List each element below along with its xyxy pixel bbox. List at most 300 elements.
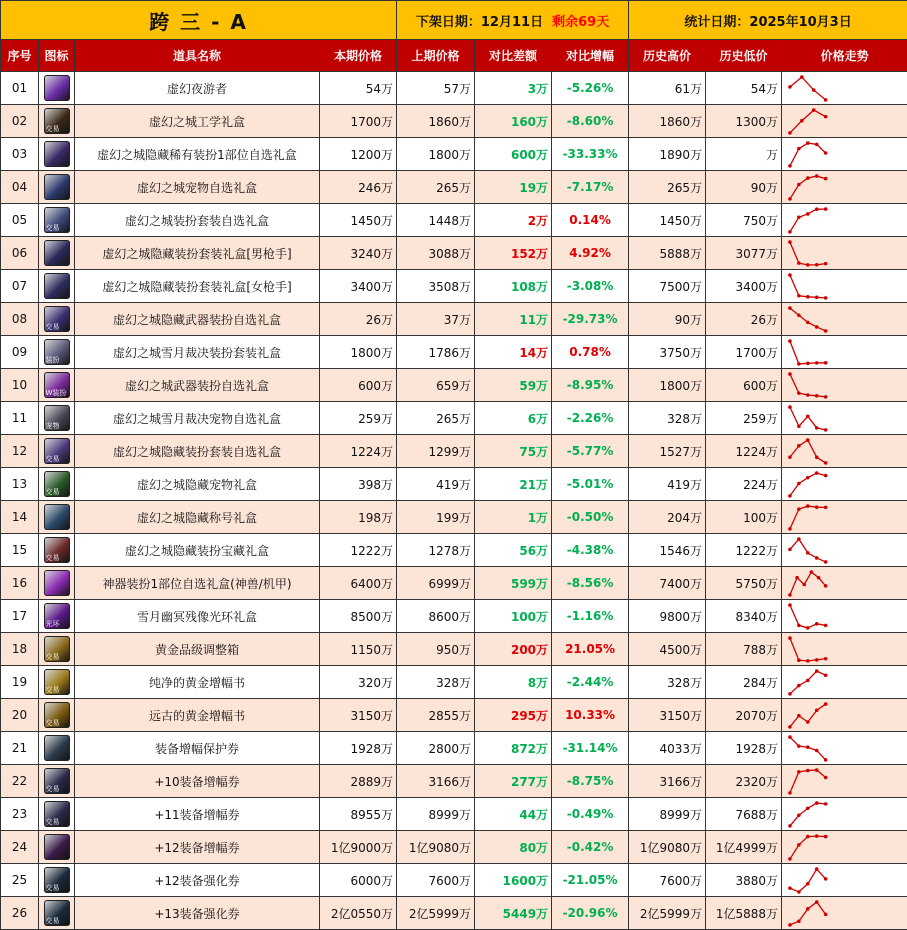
- price-trend-sparkline: [782, 865, 907, 896]
- plus10-amplify-ticket-icon: [44, 768, 70, 794]
- trend-line: [790, 671, 826, 694]
- price-trend-sparkline: [782, 106, 907, 137]
- trend-point: [806, 263, 810, 267]
- price-trend-sparkline: [782, 502, 907, 533]
- protection-ticket-icon: [44, 735, 70, 761]
- plus11-amplify-ticket-icon: [44, 801, 70, 827]
- price-change-pct: -8.60%: [552, 105, 629, 138]
- icon-cell: [39, 402, 75, 435]
- price-trend-cell: [782, 798, 907, 831]
- trend-point: [815, 748, 819, 752]
- historical-low: 1亿4999万: [706, 831, 782, 864]
- delist-date: 12月11日: [481, 15, 543, 30]
- price-change-pct: -5.77%: [552, 435, 629, 468]
- price-diff: 1600万: [475, 864, 552, 897]
- trend-point: [815, 295, 819, 299]
- trend-point: [806, 212, 810, 216]
- trend-point: [797, 683, 801, 687]
- item-name: 虚幻之城隐藏装扮宝藏礼盒: [75, 534, 320, 567]
- trend-point: [824, 114, 828, 118]
- artifact-box-icon: [44, 570, 70, 596]
- historical-low: 284万: [706, 666, 782, 699]
- price-trend-sparkline: [782, 205, 907, 236]
- row-number: 22: [1, 765, 39, 798]
- table-row: [1, 765, 907, 798]
- price-diff: 21万: [475, 468, 552, 501]
- hidden-pet-box-icon: [44, 471, 70, 497]
- historical-high: 3150万: [629, 699, 706, 732]
- price-change-pct: -5.01%: [552, 468, 629, 501]
- price-trend-cell: [782, 600, 907, 633]
- price-trend-cell: [782, 666, 907, 699]
- trend-point: [803, 582, 807, 586]
- historical-high: 419万: [629, 468, 706, 501]
- trend-point: [797, 261, 801, 265]
- price-trend-sparkline: [782, 403, 907, 434]
- trend-line: [790, 143, 826, 166]
- col-header-high: 历史高价: [629, 40, 706, 72]
- previous-price: 3508万: [397, 270, 475, 303]
- trend-point: [824, 505, 828, 509]
- previous-price: 8999万: [397, 798, 475, 831]
- price-trend-cell: [782, 534, 907, 567]
- current-price: 1928万: [320, 732, 397, 765]
- item-name: 虚幻之城宠物自选礼盒: [75, 171, 320, 204]
- table-row: [1, 435, 907, 468]
- previous-price: 37万: [397, 303, 475, 336]
- previous-price: 3166万: [397, 765, 475, 798]
- previous-price: 265万: [397, 171, 475, 204]
- price-trend-cell: [782, 567, 907, 600]
- price-trend-sparkline: [782, 535, 907, 566]
- plus12-amplify-ticket-icon: [44, 834, 70, 860]
- treasure-box-icon: [44, 537, 70, 563]
- trend-point: [815, 174, 819, 178]
- trend-point: [806, 504, 810, 508]
- trend-point: [797, 890, 801, 894]
- item-name: 虚幻之城工学礼盒: [75, 105, 320, 138]
- previous-price: 8600万: [397, 600, 475, 633]
- trend-point: [806, 295, 810, 299]
- table-row: [1, 270, 907, 303]
- price-diff: 19万: [475, 171, 552, 204]
- trend-point: [788, 372, 792, 376]
- historical-low: 750万: [706, 204, 782, 237]
- icon-tag: 宠物: [46, 422, 60, 430]
- price-trend-sparkline: [782, 73, 907, 104]
- icon-tag: 光环: [46, 620, 60, 628]
- page-title: 跨 三 - A: [1, 1, 397, 40]
- trend-point: [788, 735, 792, 739]
- icon-cell: [39, 633, 75, 666]
- historical-low: 8340万: [706, 600, 782, 633]
- historical-high: 61万: [629, 72, 706, 105]
- trend-point: [797, 744, 801, 748]
- table-row: [1, 534, 907, 567]
- icon-cell: [39, 567, 75, 600]
- col-header-pct: 对比增幅: [552, 40, 629, 72]
- table-row: [1, 699, 907, 732]
- trend-point: [824, 775, 828, 779]
- price-change-pct: 10.33%: [552, 699, 629, 732]
- trend-point: [824, 834, 828, 838]
- trend-point: [788, 857, 792, 861]
- trend-point: [797, 507, 801, 511]
- trend-point: [788, 824, 792, 828]
- trend-point: [797, 444, 801, 448]
- previous-price: 1448万: [397, 204, 475, 237]
- trend-line: [790, 308, 826, 331]
- trend-point: [806, 176, 810, 180]
- plus12-reinforce-ticket-icon: [44, 867, 70, 893]
- historical-low: 90万: [706, 171, 782, 204]
- icon-tag: 交易: [46, 917, 60, 925]
- trend-line: [790, 77, 826, 100]
- table-row: [1, 369, 907, 402]
- price-change-pct: -33.33%: [552, 138, 629, 171]
- icon-tag: 交易: [46, 554, 60, 562]
- col-header-diff: 对比差额: [475, 40, 552, 72]
- item-name: 虚幻之城隐藏装扮套装礼盒[女枪手]: [75, 270, 320, 303]
- price-diff: 160万: [475, 105, 552, 138]
- icon-tag: 交易: [46, 488, 60, 496]
- row-number: 04: [1, 171, 39, 204]
- item-name: 虚幻之城雪月裁决装扮套装礼盒: [75, 336, 320, 369]
- row-number: 03: [1, 138, 39, 171]
- price-trend-cell: [782, 72, 907, 105]
- price-trend-cell: [782, 270, 907, 303]
- col-header-trend: 价格走势: [782, 40, 907, 72]
- price-diff: 277万: [475, 765, 552, 798]
- trend-point: [800, 75, 804, 79]
- icon-cell: [39, 204, 75, 237]
- icon-cell: [39, 435, 75, 468]
- trend-point: [806, 907, 810, 911]
- historical-high: 1860万: [629, 105, 706, 138]
- historical-low: 100万: [706, 501, 782, 534]
- trend-line: [790, 341, 826, 364]
- trend-point: [824, 473, 828, 477]
- icon-cell: [39, 105, 75, 138]
- item-name: 虚幻夜游者: [75, 72, 320, 105]
- price-trend-sparkline: [782, 469, 907, 500]
- icon-cell: [39, 534, 75, 567]
- previous-price: 7600万: [397, 864, 475, 897]
- trend-line: [790, 506, 826, 529]
- price-trend-cell: [782, 105, 907, 138]
- table-row: [1, 204, 907, 237]
- icon-cell: [39, 237, 75, 270]
- price-trend-cell: [782, 699, 907, 732]
- trend-point: [795, 575, 799, 579]
- trend-point: [797, 182, 801, 186]
- trend-point: [815, 768, 819, 772]
- current-price: 6000万: [320, 864, 397, 897]
- historical-low: 5750万: [706, 567, 782, 600]
- trend-point: [806, 720, 810, 724]
- trend-point: [815, 263, 819, 267]
- icon-tag: 交易: [46, 323, 60, 331]
- previous-price: 3088万: [397, 237, 475, 270]
- price-change-pct: -0.42%: [552, 831, 629, 864]
- trend-point: [815, 834, 819, 838]
- previous-price: 1299万: [397, 435, 475, 468]
- trend-point: [815, 207, 819, 211]
- historical-high: 3750万: [629, 336, 706, 369]
- icon-cell: [39, 897, 75, 930]
- current-price: 3400万: [320, 270, 397, 303]
- gunner-female-box-icon: [44, 273, 70, 299]
- historical-high: 1890万: [629, 138, 706, 171]
- trend-point: [797, 362, 801, 366]
- price-change-pct: -31.14%: [552, 732, 629, 765]
- price-change-pct: -29.73%: [552, 303, 629, 336]
- price-trend-cell: [782, 501, 907, 534]
- previous-price: 1278万: [397, 534, 475, 567]
- current-price: 54万: [320, 72, 397, 105]
- price-trend-sparkline: [782, 370, 907, 401]
- price-trend-cell: [782, 468, 907, 501]
- previous-price: 328万: [397, 666, 475, 699]
- price-change-pct: -0.49%: [552, 798, 629, 831]
- price-change-pct: -4.38%: [552, 534, 629, 567]
- trend-point: [788, 273, 792, 277]
- icon-cell: [39, 72, 75, 105]
- price-diff: 2万: [475, 204, 552, 237]
- col-header-name: 道具名称: [75, 40, 320, 72]
- trend-point: [788, 692, 792, 696]
- current-price: 1450万: [320, 204, 397, 237]
- price-trend-cell: [782, 369, 907, 402]
- icon-tag: 交易: [46, 653, 60, 661]
- table-row: [1, 237, 907, 270]
- previous-price: 57万: [397, 72, 475, 105]
- previous-price: 265万: [397, 402, 475, 435]
- trend-point: [788, 603, 792, 607]
- historical-high: 9800万: [629, 600, 706, 633]
- price-change-pct: 0.14%: [552, 204, 629, 237]
- historical-high: 1527万: [629, 435, 706, 468]
- icon-tag: 交易: [46, 455, 60, 463]
- historical-high: 328万: [629, 402, 706, 435]
- price-change-pct: -1.16%: [552, 600, 629, 633]
- current-price: 2亿0550万: [320, 897, 397, 930]
- price-trend-sparkline: [782, 733, 907, 764]
- row-number: 24: [1, 831, 39, 864]
- item-name: 虚幻之城武器装扮自选礼盒: [75, 369, 320, 402]
- icon-cell: [39, 369, 75, 402]
- trend-line: [790, 869, 826, 892]
- price-change-pct: 21.05%: [552, 633, 629, 666]
- trend-point: [788, 636, 792, 640]
- row-number: 17: [1, 600, 39, 633]
- row-number: 19: [1, 666, 39, 699]
- row-number: 25: [1, 864, 39, 897]
- trend-point: [815, 142, 819, 146]
- historical-low: 7688万: [706, 798, 782, 831]
- price-trend-cell: [782, 435, 907, 468]
- table-row: [1, 501, 907, 534]
- trend-point: [806, 745, 810, 749]
- trend-point: [815, 556, 819, 560]
- price-diff: 100万: [475, 600, 552, 633]
- current-price: 1200万: [320, 138, 397, 171]
- weapon-box-icon: [44, 372, 70, 398]
- table-row: [1, 468, 907, 501]
- icon-tag: 交易: [46, 719, 60, 727]
- trend-point: [788, 791, 792, 795]
- price-trend-sparkline: [782, 898, 907, 929]
- price-trend-sparkline: [782, 832, 907, 863]
- current-price: 1800万: [320, 336, 397, 369]
- ancient-gold-book-icon: [44, 702, 70, 728]
- delist-label: 下架日期：: [416, 15, 481, 30]
- price-diff: 872万: [475, 732, 552, 765]
- trend-point: [824, 151, 828, 155]
- current-price: 1700万: [320, 105, 397, 138]
- table-row: [1, 666, 907, 699]
- icon-cell: [39, 732, 75, 765]
- price-trend-cell: [782, 864, 907, 897]
- trend-point: [806, 626, 810, 630]
- price-trend-sparkline: [782, 172, 907, 203]
- trend-line: [790, 242, 826, 265]
- trend-point: [824, 329, 828, 333]
- row-number: 13: [1, 468, 39, 501]
- price-trend-cell: [782, 732, 907, 765]
- historical-low: 1700万: [706, 336, 782, 369]
- historical-high: 8999万: [629, 798, 706, 831]
- stat-date: 2025年10月3日: [749, 15, 851, 30]
- nightwalker-icon: [44, 75, 70, 101]
- trend-point: [788, 85, 792, 89]
- trend-point: [824, 98, 828, 102]
- trend-point: [815, 900, 819, 904]
- historical-high: 265万: [629, 171, 706, 204]
- trend-point: [806, 320, 810, 324]
- trend-point: [788, 725, 792, 729]
- price-trend-cell: [782, 402, 907, 435]
- stat-date-cell: [629, 1, 907, 40]
- current-price: 2889万: [320, 765, 397, 798]
- price-change-pct: -20.96%: [552, 897, 629, 930]
- current-price: 198万: [320, 501, 397, 534]
- table-row: [1, 633, 907, 666]
- trend-point: [797, 424, 801, 428]
- trend-point: [797, 481, 801, 485]
- trend-point: [824, 912, 828, 916]
- trend-point: [806, 141, 810, 145]
- trend-point: [810, 570, 814, 574]
- item-name: 虚幻之城隐藏宠物礼盒: [75, 468, 320, 501]
- trend-point: [815, 471, 819, 475]
- trend-point: [824, 176, 828, 180]
- price-trend-cell: [782, 171, 907, 204]
- trend-point: [806, 806, 810, 810]
- icon-tag: 交易: [46, 125, 60, 133]
- previous-price: 1800万: [397, 138, 475, 171]
- item-name: +10装备增幅券: [75, 765, 320, 798]
- table-row: [1, 897, 907, 930]
- trend-point: [812, 108, 816, 112]
- table-row: [1, 105, 907, 138]
- historical-high: 1亿9080万: [629, 831, 706, 864]
- trend-point: [788, 494, 792, 498]
- price-trend-sparkline: [782, 766, 907, 797]
- trend-point: [797, 623, 801, 627]
- price-diff: 75万: [475, 435, 552, 468]
- historical-high: 204万: [629, 501, 706, 534]
- price-change-pct: -8.56%: [552, 567, 629, 600]
- price-trend-sparkline: [782, 799, 907, 830]
- icon-cell: [39, 666, 75, 699]
- price-diff: 108万: [475, 270, 552, 303]
- icon-cell: [39, 600, 75, 633]
- current-price: 6400万: [320, 567, 397, 600]
- row-number: 01: [1, 72, 39, 105]
- icon-tag: 交易: [46, 818, 60, 826]
- previous-price: 1860万: [397, 105, 475, 138]
- icon-tag: 交易: [46, 686, 60, 694]
- price-change-pct: -8.75%: [552, 765, 629, 798]
- price-diff: 1万: [475, 501, 552, 534]
- price-trend-sparkline: [782, 700, 907, 731]
- trend-point: [797, 813, 801, 817]
- current-price: 246万: [320, 171, 397, 204]
- item-name: +12装备增幅券: [75, 831, 320, 864]
- row-number: 10: [1, 369, 39, 402]
- previous-price: 950万: [397, 633, 475, 666]
- pet-box-icon: [44, 174, 70, 200]
- current-price: 3150万: [320, 699, 397, 732]
- trend-line: [790, 770, 826, 793]
- trend-point: [806, 834, 810, 838]
- golden-grade-box-icon: [44, 636, 70, 662]
- row-number: 08: [1, 303, 39, 336]
- icon-cell: [39, 303, 75, 336]
- price-change-pct: -2.44%: [552, 666, 629, 699]
- trend-point: [815, 505, 819, 509]
- historical-low: 1300万: [706, 105, 782, 138]
- price-trend-sparkline: [782, 271, 907, 302]
- price-diff: 5449万: [475, 897, 552, 930]
- historical-high: 7400万: [629, 567, 706, 600]
- current-price: 1150万: [320, 633, 397, 666]
- trend-point: [797, 313, 801, 317]
- trend-point: [797, 770, 801, 774]
- col-header-no: 序号: [1, 40, 39, 72]
- row-number: 12: [1, 435, 39, 468]
- price-trend-sparkline: [782, 634, 907, 665]
- trend-point: [815, 669, 819, 673]
- trend-line: [790, 539, 826, 562]
- price-diff: 14万: [475, 336, 552, 369]
- previous-price: 2亿5999万: [397, 897, 475, 930]
- item-name: +11装备增幅券: [75, 798, 320, 831]
- row-number: 18: [1, 633, 39, 666]
- current-price: 1222万: [320, 534, 397, 567]
- icon-cell: [39, 270, 75, 303]
- item-name: 远古的黄金增幅书: [75, 699, 320, 732]
- title-row: [1, 1, 907, 40]
- item-name: 装备增幅保护券: [75, 732, 320, 765]
- current-price: 3240万: [320, 237, 397, 270]
- table-row: [1, 402, 907, 435]
- trend-line: [790, 572, 826, 595]
- col-header-icon: 图标: [39, 40, 75, 72]
- trend-point: [824, 361, 828, 365]
- historical-high: 328万: [629, 666, 706, 699]
